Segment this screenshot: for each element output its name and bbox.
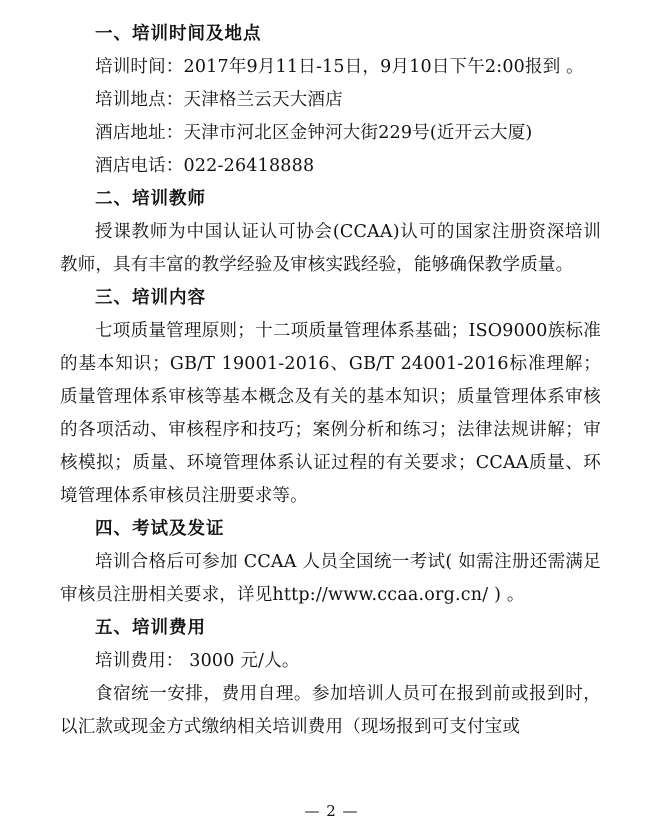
training-fee-line: 培训费用： 3000 元/人。 — [95, 651, 300, 671]
hotel-phone-line: 酒店电话：022-26418888 — [95, 156, 315, 176]
section-2-paragraph: 授课教师为中国认证认可协会(CCAA)认可的国家注册资深培训教师，具有丰富的教学经验及审核实践经验，能够确保教学质量。 — [60, 222, 601, 275]
page-number: — 2 — — [304, 802, 359, 820]
section-heading-5: 五、培训费用 — [95, 618, 206, 638]
section-4-paragraph: 培训合格后可参加 CCAA 人员全国统一考试( 如需注册还需满足审核员注册相关要求，详见http://www.ccaa.org.cn/ ) 。 — [60, 552, 601, 605]
section-heading-1: 一、培训时间及地点 — [95, 24, 262, 44]
document-body — [60, 18, 601, 744]
section-5-paragraph: 食宿统一安排，费用自理。参加培训人员可在报到前或报到时，以汇款或现金方式缴纳相关培训费用（现场报到可支付宝或 — [60, 684, 601, 737]
training-venue-line: 培训地点：天津格兰云天大酒店 — [95, 90, 343, 110]
section-heading-2: 二、培训教师 — [95, 189, 206, 209]
training-time-line: 培训时间：2017年9月11日-15日，9月10日下午2:00报到 。 — [95, 57, 584, 77]
hotel-address-line: 酒店地址：天津市河北区金钟河大街229号(近开云大厦) — [95, 123, 533, 143]
section-3-paragraph: 七项质量管理原则；十二项质量管理体系基础；ISO9000族标准的基本知识；GB/T 19001-2016、GB/T 24001-2016标准理解；质量管理体系审核等基本概念及有关的基本知识；质量管理体系审核的各项活动、审核程序和技巧；案例分析和练习；法律法规讲解；审核模拟；质量、环境管理体系认证过程的有关要求；CCAA质量、环境管理体系审核员注册要求等。 — [60, 321, 601, 506]
section-heading-3: 三、培训内容 — [95, 288, 206, 308]
section-heading-4: 四、考试及发证 — [95, 519, 225, 539]
